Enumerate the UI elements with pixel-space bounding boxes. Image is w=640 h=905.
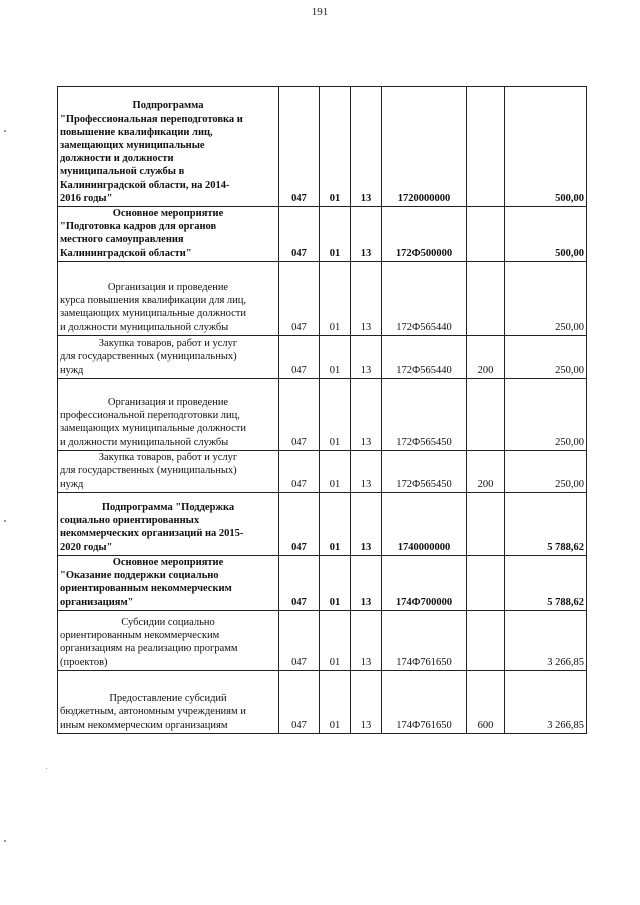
section-code-cell: 01 (320, 335, 351, 378)
expense-type-cell (467, 610, 505, 670)
row-name-heading: Основное мероприятие (112, 208, 224, 219)
amount-cell: 250,00 (505, 378, 587, 450)
row-name-line: для государственных (муниципальных) (60, 351, 237, 363)
subsection-code-cell: 13 (351, 610, 382, 670)
budget-table (57, 86, 587, 734)
subsection-code-cell: 13 (351, 335, 382, 378)
table-row (58, 492, 587, 555)
row-name-line: местного самоуправления (60, 234, 184, 246)
row-name-cell (58, 207, 279, 262)
expense-type-cell (467, 87, 505, 207)
target-article-cell: 174Ф700000 (382, 555, 467, 610)
expense-type-cell: 200 (467, 450, 505, 492)
row-name-cell (58, 450, 279, 492)
table-row (58, 670, 587, 733)
row-name-heading: Предоставление субсидий (109, 693, 227, 705)
target-article-cell: 172Ф565450 (382, 378, 467, 450)
expense-type-cell (467, 261, 505, 335)
expense-type-cell: 200 (467, 335, 505, 378)
amount-cell: 250,00 (505, 261, 587, 335)
dept-code-cell: 047 (279, 670, 320, 733)
subsection-code-cell: 13 (351, 492, 382, 555)
row-name-line: нужд (60, 478, 84, 490)
row-name-line: ориентированным некоммерческим (60, 583, 232, 595)
row-name-cell (58, 335, 279, 378)
dept-code-cell: 047 (279, 87, 320, 207)
section-code-cell: 01 (320, 555, 351, 610)
row-name-heading: Основное мероприятие (112, 557, 224, 568)
row-name-heading: Закупка товаров, работ и услуг (98, 452, 238, 464)
dept-code-cell: 047 (279, 450, 320, 492)
table-row (58, 450, 587, 492)
row-name-line: иным некоммерческим организациям (60, 719, 228, 731)
dept-code-cell: 047 (279, 610, 320, 670)
target-article-cell: 172Ф565450 (382, 450, 467, 492)
row-name-cell (58, 610, 279, 670)
row-name-line: замещающих муниципальные должности (60, 423, 246, 435)
subsection-code-cell: 13 (351, 378, 382, 450)
row-name-line: Калининградской области, на 2014- (60, 179, 230, 191)
row-name-heading: Организация и проведение (107, 397, 229, 408)
target-article-cell: 1740000000 (382, 492, 467, 555)
scan-speck (4, 840, 6, 842)
expense-type-cell: 600 (467, 670, 505, 733)
page-number: 191 (311, 6, 329, 18)
row-name-line: повышение квалификации лиц, (60, 126, 213, 138)
row-name-line: 2020 годы" (60, 541, 113, 553)
row-name-line: организациям на реализацию программ (60, 643, 238, 655)
scan-speck (4, 130, 6, 132)
dept-code-cell: 047 (279, 378, 320, 450)
row-name-line: "Оказание поддержки социально (60, 570, 219, 582)
row-name-cell (58, 492, 279, 555)
row-name-line: курса повышения квалификации для лиц, (60, 295, 247, 307)
row-name-cell (58, 555, 279, 610)
dept-code-cell: 047 (279, 261, 320, 335)
amount-cell: 250,00 (505, 450, 587, 492)
subsection-code-cell: 13 (351, 555, 382, 610)
table-row (58, 610, 587, 670)
target-article-cell: 1720000000 (382, 87, 467, 207)
row-name-line: замещающих муниципальные должности (60, 308, 246, 320)
subsection-code-cell: 13 (351, 261, 382, 335)
row-name-line: Калининградской области" (60, 247, 192, 259)
row-name-line: должности и должности (60, 153, 174, 165)
row-name-line: замещающих муниципальные (60, 139, 205, 151)
amount-cell: 5 788,62 (505, 492, 587, 555)
target-article-cell: 172Ф500000 (382, 207, 467, 262)
table-row (58, 87, 587, 207)
table-row (58, 207, 587, 262)
row-name-heading: Подпрограмма (132, 100, 204, 112)
row-name-heading: Организация и проведение (107, 282, 229, 293)
section-code-cell: 01 (320, 670, 351, 733)
subsection-code-cell: 13 (351, 450, 382, 492)
table-row (58, 555, 587, 610)
table-row (58, 335, 587, 378)
section-code-cell: 01 (320, 378, 351, 450)
amount-cell: 500,00 (505, 207, 587, 262)
row-name-heading: Закупка товаров, работ и услуг (98, 338, 238, 350)
row-name-line: нужд (60, 364, 84, 376)
subsection-code-cell: 13 (351, 670, 382, 733)
dept-code-cell: 047 (279, 555, 320, 610)
row-name-line: "Профессиональная переподготовка и (60, 113, 243, 125)
dept-code-cell: 047 (279, 335, 320, 378)
dept-code-cell: 047 (279, 492, 320, 555)
dept-code-cell: 047 (279, 207, 320, 262)
row-name-line: ориентированным некоммерческим (60, 630, 220, 642)
row-name-cell (58, 378, 279, 450)
table-row (58, 261, 587, 335)
row-name-line: для государственных (муниципальных) (60, 465, 237, 477)
row-name-heading: Субсидии социально (121, 617, 215, 628)
row-name-cell (58, 261, 279, 335)
row-name-line: "Подготовка кадров для органов (60, 221, 217, 233)
scan-speck (4, 520, 6, 522)
amount-cell: 5 788,62 (505, 555, 587, 610)
scan-speck (46, 768, 47, 769)
row-name-line: некоммерческих организаций на 2015- (60, 528, 244, 540)
amount-cell: 3 266,85 (505, 610, 587, 670)
amount-cell: 250,00 (505, 335, 587, 378)
row-name-heading: Подпрограмма "Поддержка (101, 502, 235, 513)
target-article-cell: 172Ф565440 (382, 261, 467, 335)
subsection-code-cell: 13 (351, 87, 382, 207)
target-article-cell: 174Ф761650 (382, 670, 467, 733)
row-name-line: социально ориентированных (60, 515, 200, 527)
amount-cell: 3 266,85 (505, 670, 587, 733)
row-name-line: муниципальной службы в (60, 166, 185, 178)
section-code-cell: 01 (320, 207, 351, 262)
expense-type-cell (467, 207, 505, 262)
row-name-line: (проектов) (60, 656, 108, 668)
section-code-cell: 01 (320, 492, 351, 555)
section-code-cell: 01 (320, 450, 351, 492)
row-name-line: 2016 годы" (60, 192, 113, 204)
row-name-line: организациям" (60, 596, 134, 608)
expense-type-cell (467, 492, 505, 555)
target-article-cell: 172Ф565440 (382, 335, 467, 378)
section-code-cell: 01 (320, 610, 351, 670)
amount-cell: 500,00 (505, 87, 587, 207)
subsection-code-cell: 13 (351, 207, 382, 262)
expense-type-cell (467, 555, 505, 610)
row-name-line: бюджетным, автономным учреждениям и (60, 706, 246, 718)
target-article-cell: 174Ф761650 (382, 610, 467, 670)
expense-type-cell (467, 378, 505, 450)
row-name-line: и должности муниципальной службы (60, 321, 229, 333)
table-row (58, 378, 587, 450)
section-code-cell: 01 (320, 87, 351, 207)
row-name-cell (58, 670, 279, 733)
row-name-line: профессиональной переподготовки лиц, (60, 410, 240, 422)
section-code-cell: 01 (320, 261, 351, 335)
row-name-line: и должности муниципальной службы (60, 436, 229, 448)
row-name-cell (58, 87, 279, 207)
